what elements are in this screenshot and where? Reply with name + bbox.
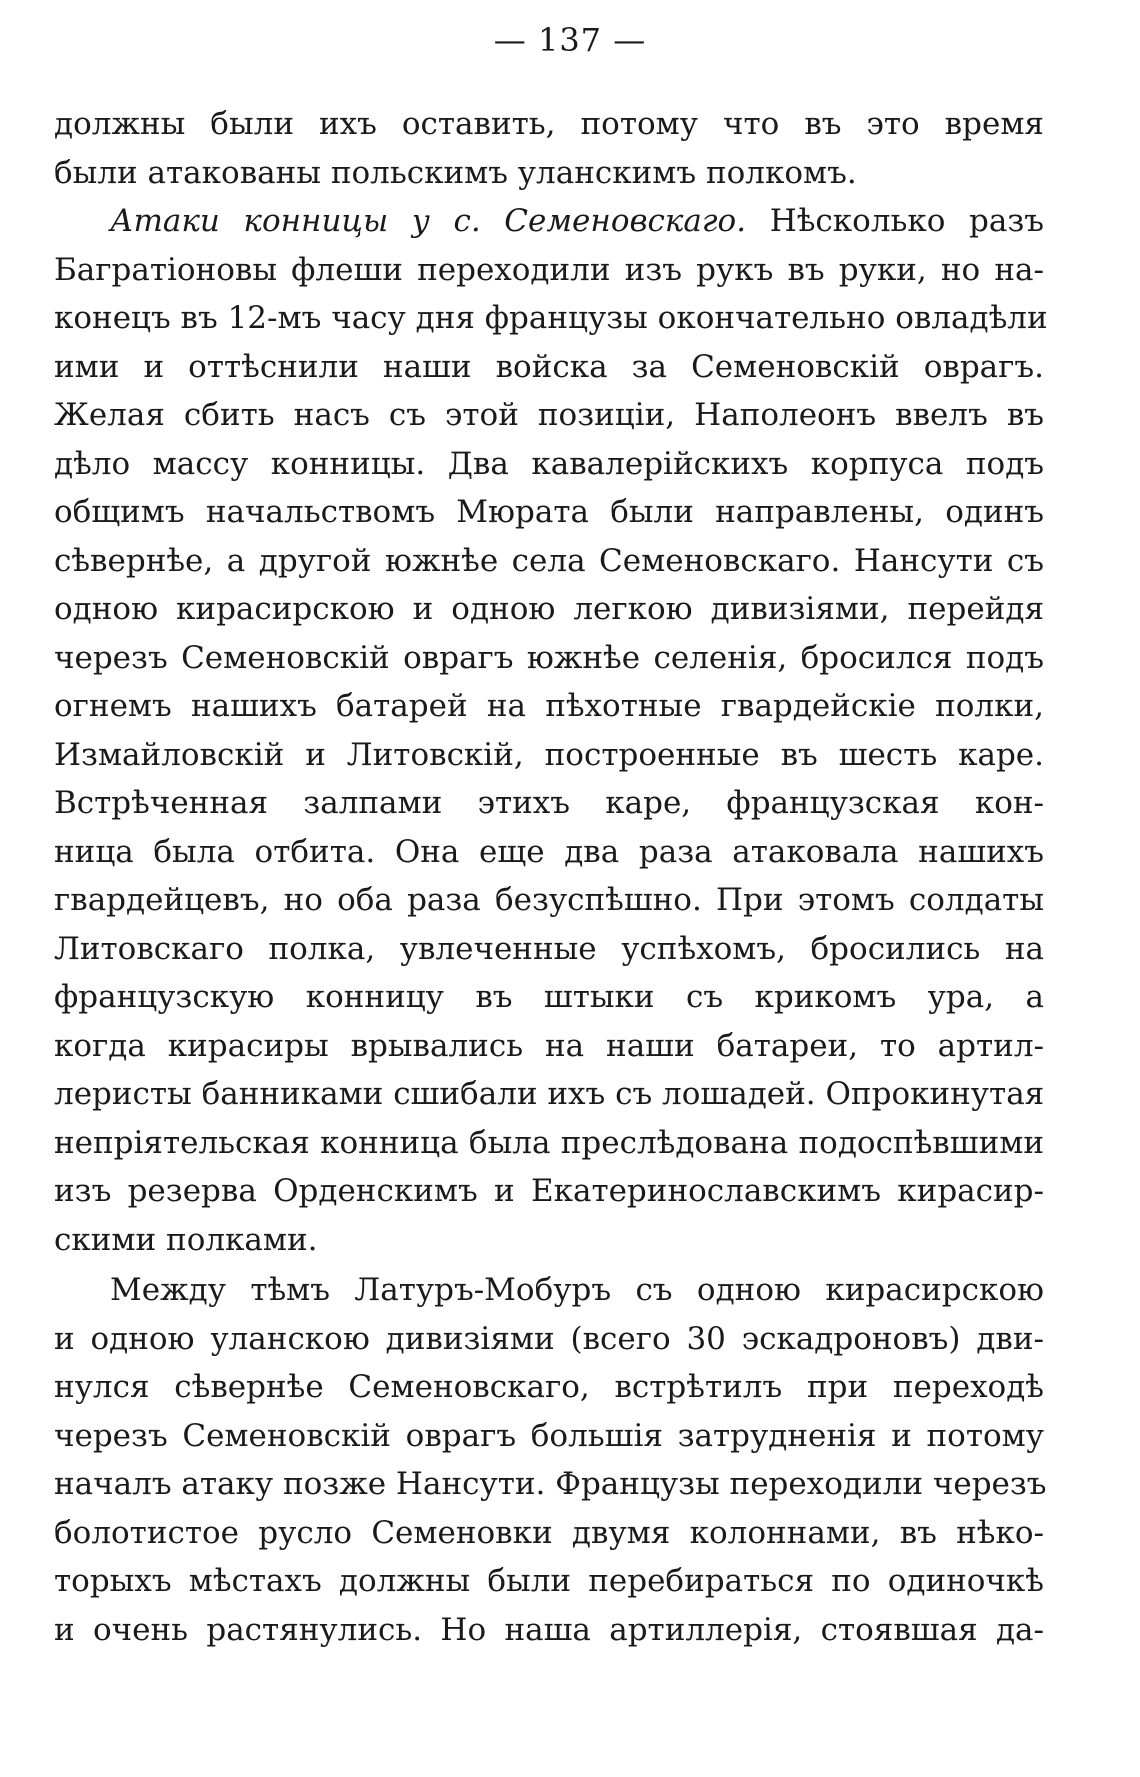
text-line: непріятельская конница была преслѣдована подоспѣвшими (54, 1124, 1044, 1161)
text-line: скими полками. (54, 1221, 318, 1258)
section-heading: Атаки конницы у с. Семеновскаго. (110, 203, 747, 239)
text-line: французскую конницу въ штыки съ крикомъ ура, а (54, 979, 1044, 1015)
text-line: Багратіоновы флеши переходили изъ рукъ въ руки, но на- (54, 251, 1044, 288)
text-line: и одною уланскою дивизіями (всего 30 эскадроновъ) дви- (54, 1320, 1044, 1357)
text-line: изъ резерва Орденскимъ и Екатеринославскимъ кирасир- (54, 1173, 1044, 1209)
text-line: и очень растянулись. Но наша артиллерія, стоявшая да- (54, 1611, 1044, 1648)
text-line: были атакованы польскимъ уланскимъ полкомъ. (54, 154, 857, 191)
text-line: ими и оттѣснили наши войска за Семеновскій оврагъ. (54, 348, 1044, 385)
text-line: дѣло массу конницы. Два кавалерійскихъ корпуса подъ (54, 445, 1044, 482)
text-line: одною кирасирскою и одною легкою дивизіями, перейдя (54, 591, 1044, 627)
text-line: торыхъ мѣстахъ должны были перебираться по одиночкѣ (54, 1563, 1044, 1599)
text-line: ница была отбита. Она еще два раза атаковала нашихъ (54, 833, 1044, 870)
text-line: огнемъ нашихъ батарей на пѣхотные гвардейскіе полки, (54, 688, 1044, 724)
text-line: Желая сбить насъ съ этой позиціи, Наполеонъ ввелъ въ (54, 397, 1044, 433)
text-line: общимъ начальствомъ Мюрата были направлены, одинъ (54, 494, 1044, 530)
text-line (54, 197, 1044, 246)
text-line: леристы банниками сшибали ихъ съ лошадей. Опрокинутая (54, 1076, 1045, 1112)
text-line: Измайловскій и Литовскій, построенные въ шесть каре. (54, 736, 1044, 773)
text-line: Встрѣченная залпами этихъ каре, французская кон- (54, 785, 1044, 821)
text-line: черезъ Семеновскій оврагъ большія затрудненія и потому (54, 1417, 1044, 1454)
text-line: сѣвернѣе, а другой южнѣе села Семеновскаго. Нансути съ (54, 542, 1044, 579)
page-number: — 137 — (493, 21, 647, 59)
text-line: началъ атаку позже Нансути. Французы переходили черезъ (54, 1466, 1047, 1502)
text-line: черезъ Семеновскій оврагъ южнѣе селенія, бросился подъ (54, 639, 1044, 676)
text-line: Литовскаго полка, увлеченные успѣхомъ, бросились на (54, 930, 1044, 967)
text-line-rest: Нѣсколько разъ (769, 203, 1044, 239)
text-line: нулся сѣвернѣе Семеновскаго, встрѣтилъ при переходѣ (54, 1369, 1044, 1405)
page-body-text (54, 100, 1048, 1654)
text-line: гвардейцевъ, но оба раза безуспѣшно. При этомъ солдаты (54, 882, 1044, 918)
text-line: болотистое русло Семеновки двумя колоннами, въ нѣко- (54, 1514, 1044, 1551)
text-line: конецъ въ 12-мъ часу дня французы окончательно овладѣли (54, 300, 1048, 336)
text-line: когда кирасиры врывались на наши батареи, то артил- (54, 1027, 1044, 1064)
text-line: Между тѣмъ Латуръ-Мобуръ съ одною кирасирскою (110, 1272, 1044, 1308)
text-line: должны были ихъ оставить, потому что въ это время (54, 106, 1044, 142)
